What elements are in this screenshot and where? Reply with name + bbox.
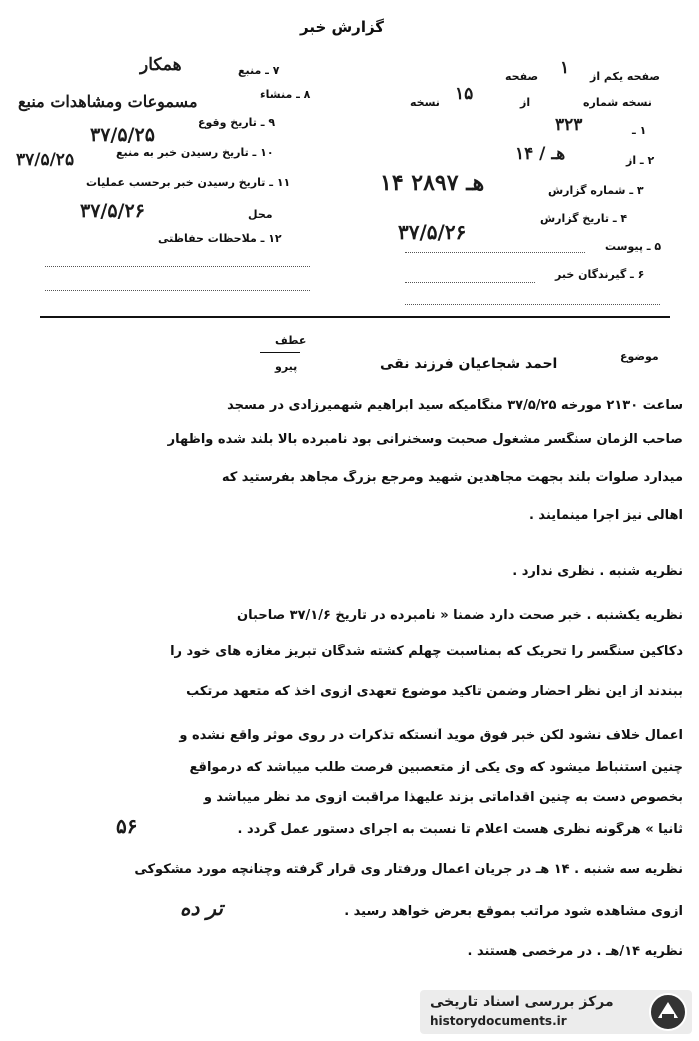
body-line: نظریه ۱۴/هـ . در مرخصی هستند . xyxy=(467,944,683,959)
field-8-value: مسموعات ومشاهدات منبع xyxy=(18,92,198,111)
dotted-line xyxy=(405,304,660,305)
page-number: ۱ xyxy=(560,58,570,78)
dotted-line xyxy=(405,252,585,253)
body-line: نظریه یکشنبه . خبر صحت دارد ضمنا « نامبرده در تاریخ ۳۷/۱/۶ صاحبان xyxy=(237,608,683,623)
field-12-label: ۱۲ ـ ملاحظات حفاظتی xyxy=(158,232,282,245)
watermark-title: مرکز بررسی اسناد تاریخی xyxy=(430,994,614,1010)
field-10-label: ۱۰ ـ تاریخ رسیدن خبر به منبع xyxy=(116,146,274,159)
archive-logo-icon xyxy=(648,992,688,1032)
copy-end-label: نسخه xyxy=(410,96,440,109)
body-line: دکاکین سنگسر را تحریک که بمناسبت چهلم کشته شدگان تبریز مغازه های خود را xyxy=(170,644,683,659)
divider-line xyxy=(40,316,670,318)
field-7-value: همکار xyxy=(140,55,182,75)
handwritten-annotation: ۵۶ xyxy=(116,814,138,838)
field-2-label: ۲ ـ از xyxy=(626,154,655,167)
field-9-label: ۹ ـ تاریخ وقوع xyxy=(198,116,276,129)
copy-number-label: نسخه شماره xyxy=(583,96,652,109)
page-title: گزارش خبر xyxy=(300,18,385,36)
subject-value: احمد شجاعیان فرزند نقی xyxy=(380,356,558,372)
page-of-label: صفحه یکم از xyxy=(590,70,661,83)
field-1-label: ۱ ـ xyxy=(632,124,647,137)
body-line: ازوی مشاهده شود مراتب بموقع بعرض خواهد رسید . xyxy=(344,904,683,919)
location-label: محل xyxy=(248,208,273,221)
dotted-line xyxy=(45,290,310,291)
dotted-line xyxy=(45,266,310,267)
page-after-label: صفحه xyxy=(505,70,539,83)
field-6-label: ۶ ـ گیرندگان خبر xyxy=(555,268,645,281)
body-line: نظریه شنبه . نظری ندارد . xyxy=(512,564,683,579)
peyro-label: پیرو xyxy=(275,360,298,373)
body-line: ببندند از این نظر احضار وضمن تاکید موضوع تعهدی ازوی اخذ که متعهد مرتکب xyxy=(186,684,683,699)
body-line: صاحب الزمان سنگسر مشغول صحبت وسخنرانی بود نامبرده بالا بلند شده واظهار xyxy=(167,432,683,447)
subject-label: موضوع xyxy=(620,350,659,363)
body-line: چنین استنباط میشود که وی یکی از متعصبین فرصت طلب میباشد که درمواقع xyxy=(189,760,683,775)
handwritten-signature: تر ده xyxy=(180,896,223,920)
copy-number-handwriting: ۱۵ xyxy=(455,84,474,104)
field-4-value: ۳۷/۵/۲۶ xyxy=(398,220,467,244)
field-5-label: ۵ ـ پیوست xyxy=(605,240,662,253)
field-9-value: ۳۷/۵/۲۵ xyxy=(90,124,155,146)
field-3-value: ۱۴ هـ ۲۸۹۷ xyxy=(380,170,485,196)
body-line: نظریه سه شنبه . ۱۴ هـ در جریان اعمال ورفتار وی قرار گرفته وچنانچه مورد مشکوکی xyxy=(134,862,683,877)
watermark xyxy=(420,990,692,1034)
watermark-url: historydocuments.ir xyxy=(430,1014,567,1028)
field-8-label: ۸ ـ منشاء xyxy=(260,88,311,101)
atf-label: عطف xyxy=(275,334,307,347)
dotted-line xyxy=(405,282,535,283)
copy-of-label: از xyxy=(520,96,531,109)
field-4-label: ۴ ـ تاریخ گزارش xyxy=(540,212,628,225)
field-10-value: ۳۷/۵/۲۵ xyxy=(16,150,75,170)
body-line: ساعت ۲۱۳۰ مورخه ۳۷/۵/۲۵ منگامیکه سید ابراهیم شهمیرزادی در مسجد xyxy=(227,398,683,413)
field-2-value: ۱۴ / هـ xyxy=(515,144,566,164)
body-line: میدارد صلوات بلند بجهت مجاهدین شهید ومرجع بزرگ مجاهد بفرستید که xyxy=(221,470,683,485)
field-11-label: ۱۱ ـ تاریخ رسیدن خبر برحسب عملیات xyxy=(86,176,291,189)
location-value: ۳۷/۵/۲۶ xyxy=(80,200,145,222)
field-1-value: ۳۲۳ xyxy=(555,115,583,135)
body-line: اعمال خلاف نشود لکن خبر فوق موید آنستکه تذکرات در روی موثر واقع نشده و xyxy=(179,728,683,743)
body-line: اهالی نیز اجرا مینمایند . xyxy=(528,508,683,523)
field-7-label: ۷ ـ منبع xyxy=(238,64,280,77)
field-3-label: ۳ ـ شماره گزارش xyxy=(548,184,644,197)
body-line: ثانیا » هرگونه نظری هست اعلام تا نسبت به اجرای دستور عمل گردد . xyxy=(237,822,683,837)
atf-divider xyxy=(260,352,300,353)
body-line: بخصوص دست به چنین اقداماتی بزند علیهذا مراقبت ازوی مد نظر میباشد و xyxy=(203,790,683,805)
